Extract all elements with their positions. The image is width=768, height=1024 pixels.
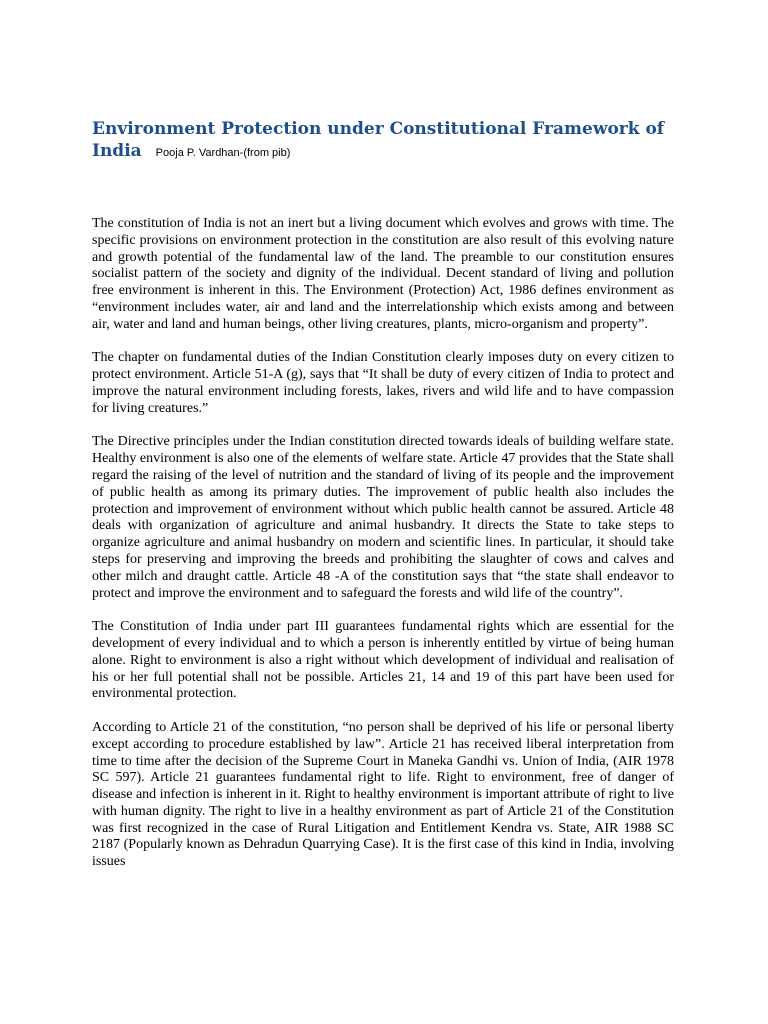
document-body <box>92 216 674 871</box>
paragraph: The Constitution of India under part III guarantees fundamental rights which are essential for the development of every individual and to which a person is inherently entitled by virtue of being human alone. Right to environment is also a right without which development of individual and realisation of his or her full potential shall not be possible. Articles 21, 14 and 19 of this part have been used for environmental protection. <box>92 619 674 702</box>
title-text: Environment Protection under Constitutional Framework of India <box>92 119 665 161</box>
author-byline: Pooja P. Vardhan-(from pib) <box>155 147 291 159</box>
document-title <box>92 118 674 164</box>
paragraph: The chapter on fundamental duties of the Indian Constitution clearly imposes duty on every citizen to protect environment. Article 51-A (g), says that “It shall be duty of every citizen of India to protect and improve the natural environment including forests, lakes, rivers and wild life and to have compassion for living creatures.” <box>92 350 674 416</box>
document-content <box>92 118 674 888</box>
paragraph: According to Article 21 of the constitution, “no person shall be deprived of his life or personal liberty except according to procedure established by law”. Article 21 has received liberal interpretation from time to time after the decision of the Supreme Court in Maneka Gandhi vs. Union of India, (AIR 1978 SC 597). Article 21 guarantees fundamental right to life. Right to environment, free of danger of disease and infection is inherent in it. Right to healthy environment is important attribute of right to live with human dignity. The right to live in a healthy environment as part of Article 21 of the Constitution was first recognized in the case of Rural Litigation and Entitlement Kendra vs. State, AIR 1988 SC 2187 (Popularly known as Dehradun Quarrying Case). It is the first case of this kind in India, involving issues <box>92 719 674 870</box>
paragraph: The Directive principles under the Indian constitution directed towards ideals of building welfare state. Healthy environment is also one of the elements of welfare state. Article 47 provides that the State shall regard the raising of the level of nutrition and the standard of living of its people and the improvement of public health as among its primary duties. The improvement of public health also includes the protection and improvement of environment without which public health cannot be assured. Article 48 deals with organization of agriculture and animal husbandry. It directs the State to take steps to organize agriculture and animal husbandry on modern and scientific lines. In particular, it should take steps for preserving and improving the breeds and prohibiting the slaughter of cows and calves and other milch and draught cattle. Article 48 -A of the constitution says that “the state shall endeavor to protect and improve the environment and to safeguard the forests and wild life of the country”. <box>92 434 674 601</box>
paragraph: The constitution of India is not an inert but a living document which evolves and grows with time. The specific provisions on environment protection in the constitution are also result of this evolving nature and growth potential of the fundamental law of the land. The preamble to our constitution ensures socialist pattern of the society and dignity of the individual. Decent standard of living and pollution free environment is inherent in this. The Environment (Protection) Act, 1986 defines environment as “environment includes water, air and land and the interrelationship which exists among and between air, water and land and human beings, other living creatures, plants, micro-organism and property”. <box>92 216 674 332</box>
